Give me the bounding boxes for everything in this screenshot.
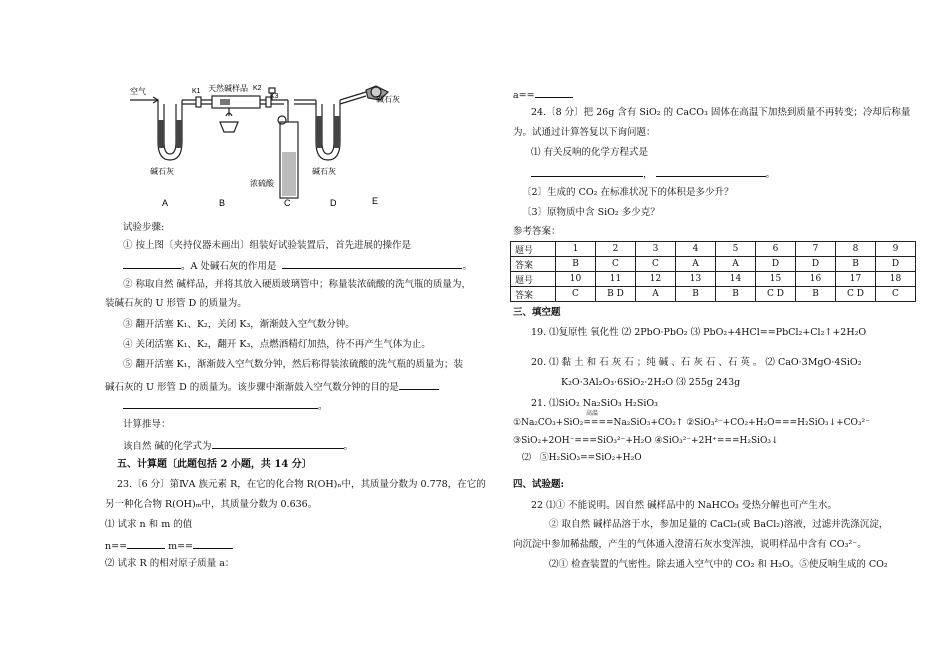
table-cell: 12 xyxy=(636,272,676,287)
eq-high-temp-label: 高温 xyxy=(586,410,599,417)
label-k2: K2 xyxy=(253,85,262,92)
q24-part-1: ⑴ 有关反响的化学方程式是 xyxy=(531,147,649,158)
table-cell: 13 xyxy=(676,272,716,287)
q23-part-1: ⑴ 试求 n 和 m 的值 xyxy=(105,519,193,530)
section-5-title: 五、计算题〔此题包括 2 小题，共 14 分〕 xyxy=(117,459,312,470)
part-b: B xyxy=(219,198,226,207)
table-cell: 7 xyxy=(796,242,836,257)
label-k1: K1 xyxy=(192,88,201,95)
table-cell: A xyxy=(636,287,676,302)
q23-part-2: ⑵ 试求 R 的相对原子质量 a： xyxy=(105,558,235,569)
label-air: 空气 xyxy=(130,87,146,96)
blank-1 xyxy=(123,259,181,269)
label-sample: 天然碱样品 xyxy=(208,84,248,93)
q23-n-m: n== m== xyxy=(105,539,233,552)
blank-eq-1 xyxy=(531,167,643,177)
table-row xyxy=(511,272,916,287)
part-e: E xyxy=(372,196,379,206)
table-cell: 5 xyxy=(716,242,756,257)
q24-part-2: 〔2〕生成的 CO₂ 在标准状况下的体积是多少升？ xyxy=(522,187,734,198)
label-k3: K3 xyxy=(270,93,279,100)
part-d: D xyxy=(330,198,337,207)
q23-line-b: 另一种化合物 R(OH)ₘ中，其质量分数为 0.636。 xyxy=(105,499,318,510)
table-row xyxy=(511,287,916,302)
table-cell: C D xyxy=(836,287,876,302)
q23-line-a: 23.〔6 分〕第ⅣA 族元素 R，在它的化合物 R(OH)ₙ中，其质量分数为 0.778，在它的 xyxy=(117,479,486,490)
q24-blanks: ， 。 xyxy=(531,167,775,180)
section-4-title: 四、试验题: xyxy=(513,479,565,490)
blank-3 xyxy=(399,380,439,390)
table-cell: B D xyxy=(596,287,636,302)
step-3: ③ 翻开活塞 K₁、K₂，关闭 K₃，渐渐鼓入空气数分钟。 xyxy=(123,319,355,330)
table-row xyxy=(511,257,916,272)
label-soda-lime-a: 碱石灰 xyxy=(150,167,174,176)
table-cell: 2 xyxy=(596,242,636,257)
table-cell: C xyxy=(556,287,596,302)
equation-2: ③SiO₂+2OH⁻===SiO₃²⁻+H₂O ④SiO₃²⁻+2H⁺===H₂SiO₃↓ xyxy=(513,436,779,446)
table-cell: C xyxy=(596,257,636,272)
answer-21: 21. ⑴SiO₂ Na₂SiO₃ H₂SiO₃ xyxy=(531,398,658,409)
calc-title: 计算推导： xyxy=(123,419,171,430)
answer-22-line-c: 向沉淀中参加稀盐酸，产生的气体通入澄清石灰水变浑浊，说明样品中含有 CO₃²⁻。 xyxy=(513,539,867,550)
step-5-line-c: 。 xyxy=(123,399,328,412)
table-cell: B xyxy=(556,257,596,272)
table-cell: 15 xyxy=(756,272,796,287)
step-4: ④ 关闭活塞 K₁、K₂，翻开 K₃，点燃酒精灯加热，待不再产生气体为止。 xyxy=(123,339,431,350)
table-cell: 11 xyxy=(596,272,636,287)
table-cell: B xyxy=(796,287,836,302)
blank-2 xyxy=(282,259,462,269)
table-cell: 3 xyxy=(636,242,676,257)
table-cell: A xyxy=(676,257,716,272)
table-cell: B xyxy=(836,257,876,272)
answer-20-line-b: K₂O·3Al₂O₃·6SiO₂·2H₂O ⑶ 255g 243g xyxy=(561,377,741,388)
table-cell: D xyxy=(756,257,796,272)
step-2-line-a: ② 称取自然 碱样品，并将其放入硬质玻璃管中；称量装浓硫酸的洗气瓶的质量为， xyxy=(123,279,472,290)
table-cell: B xyxy=(676,287,716,302)
table-cell: 题号 xyxy=(511,242,556,257)
answer-table xyxy=(510,241,916,302)
a-line: a== xyxy=(513,88,573,101)
blank-eq-2 xyxy=(656,167,766,177)
step-5-line-a: ⑤ 翻开活塞 K₁，渐渐鼓入空气数分钟，然后称得装浓硫酸的洗气瓶的质量为；装 xyxy=(123,359,463,370)
table-cell: 答案 xyxy=(511,257,556,272)
part-a: A xyxy=(162,198,169,207)
answer-22-line-a: 22 ⑴① 不能说明。因自然 碱样品中的 NaHCO₃ 受热分解也可产生水。 xyxy=(531,500,837,511)
table-cell: 6 xyxy=(756,242,796,257)
table-cell: D xyxy=(876,257,916,272)
blank-n xyxy=(127,539,165,549)
label-soda-lime-d: 碱石灰 xyxy=(312,167,336,176)
formula-line: 该自然 碱的化学式为 。 xyxy=(123,441,354,452)
table-cell: B xyxy=(716,287,756,302)
answer-19: 19. ⑴复原性 氧化性 ⑵ 2PbO·PbO₂ ⑶ PbO₂+4HCl==PbCl₂+Cl₂↑+2H₂O xyxy=(531,327,867,338)
table-cell: C D xyxy=(756,287,796,302)
steps-title: 试验步骤: xyxy=(123,222,165,233)
table-cell: 10 xyxy=(556,272,596,287)
table-cell: 17 xyxy=(836,272,876,287)
table-cell: 18 xyxy=(876,272,916,287)
step-5-line-b: 碱石灰的 U 形管 D 的质量为。该步骤中渐渐鼓入空气数分钟的目的是 xyxy=(105,380,439,393)
table-cell: 9 xyxy=(876,242,916,257)
table-cell: 题号 xyxy=(511,272,556,287)
table-cell: 8 xyxy=(836,242,876,257)
table-cell: 4 xyxy=(676,242,716,257)
step-1-line-b: 。A 处碱石灰的作用是 。 xyxy=(123,259,472,272)
table-cell: C xyxy=(636,257,676,272)
table-cell: 1 xyxy=(556,242,596,257)
blank-a xyxy=(535,88,573,98)
step-1-line-a: ① 按上图〔夹持仪器未画出〕组装好试验装置后，首先进展的操作是 xyxy=(123,240,412,251)
q24-line-a: 24.〔8 分〕把 26g 含有 SiO₂ 的 CaCO₃ 固体在高温下加热到质量不再转变；冷却后称量 xyxy=(531,107,911,118)
section-3-title: 三、填空题 xyxy=(513,307,561,318)
table-row xyxy=(511,242,916,257)
apparatus-diagram xyxy=(120,82,420,207)
answer-22-line-d: ⑵① 检查装置的气密性。除去通入空气中的 CO₂ 和 H₂O。⑤使反响生成的 CO₂ xyxy=(549,559,888,570)
equation-3: ⑵ ⑤H₂SiO₃==SiO₂+H₂O xyxy=(522,453,642,463)
table-cell: 答案 xyxy=(511,287,556,302)
part-c: C xyxy=(284,198,291,207)
q24-line-b: 为。试通过计算答复以下询问题： xyxy=(513,127,656,138)
table-cell: 14 xyxy=(716,272,756,287)
blank-4 xyxy=(123,399,318,409)
blank-m xyxy=(193,539,233,549)
label-acid: 浓硫酸 xyxy=(250,179,274,188)
table-cell: 16 xyxy=(796,272,836,287)
blank-5 xyxy=(212,439,344,449)
table-cell: A xyxy=(716,257,756,272)
answer-20-line-a: 20. ⑴ 黏 土 和 石 灰 石 ；纯 碱 、石 灰 石 、石 英 。 ⑵ CaO·3MgO·4SiO₂ xyxy=(531,357,862,368)
step-2-line-b: 装碱石灰的 U 形管 D 的质量为。 xyxy=(105,298,247,309)
label-soda-lime-top: 碱石灰 xyxy=(376,95,400,104)
table-cell: C xyxy=(876,287,916,302)
answer-22-line-b: ② 取自然 碱样品溶于水，参加足量的 CaCl₂(或 BaCl₂)溶液，过滤并洗涤沉淀， xyxy=(549,519,889,530)
equation-1: ①Na₂CO₃+SiO₂====Na₂SiO₃+CO₂↑ ②SiO₃²⁻+CO₂+H₂O===H₂SiO₃↓+CO₃²⁻ xyxy=(513,418,870,428)
ref-title: 参考答案： xyxy=(513,226,561,237)
table-cell: D xyxy=(796,257,836,272)
q24-part-3: 〔3〕原物质中含 SiO₂ 多少克？ xyxy=(522,207,660,218)
